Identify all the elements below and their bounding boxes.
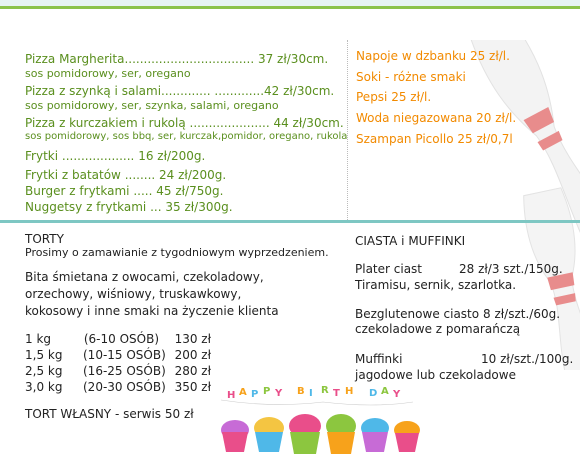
birthday-letter: A bbox=[239, 387, 247, 398]
birthday-letter: P bbox=[251, 389, 259, 400]
ciasta-item-desc: czekoladowe z pomarańczą bbox=[355, 322, 521, 336]
birthday-letter: R bbox=[321, 385, 329, 396]
birthday-letter: P bbox=[263, 386, 271, 397]
torty-title: TORTY bbox=[25, 232, 64, 246]
birthday-letter: I bbox=[309, 388, 313, 399]
ciasta-item: Plater ciast 28 zł/3 szt./150g. bbox=[355, 262, 563, 276]
ciasta-item: Bezglutenowe ciasto 8 zł/szt./60g. bbox=[355, 307, 561, 321]
ciasta-item-desc: jagodowe lub czekoladowe bbox=[355, 368, 516, 382]
torty-note: Prosimy o zamawianie z tygodniowym wyprzedzeniem. bbox=[25, 246, 329, 259]
drink-item: Szampan Picollo 25 zł/0,7l bbox=[356, 132, 513, 146]
birthday-cupcakes-icon bbox=[213, 380, 433, 460]
ciasta-item-desc: Tiramisu, sernik, szarlotka. bbox=[355, 278, 517, 292]
drink-item: Pepsi 25 zł/l. bbox=[356, 90, 432, 104]
drink-item: Soki - różne smaki bbox=[356, 70, 466, 84]
birthday-letter: Y bbox=[393, 389, 401, 400]
menu-item: Frytki z batatów ........ 24 zł/200g. bbox=[25, 168, 227, 182]
torty-size-row: 3,0 kg (20-30 OSÓB) 350 zł bbox=[25, 380, 211, 394]
menu-item: Frytki ................... 16 zł/200g. bbox=[25, 149, 206, 163]
birthday-letter: B bbox=[297, 386, 305, 397]
torty-own: TORT WŁASNY - serwis 50 zł bbox=[25, 407, 194, 421]
torty-desc-line: Bita śmietana z owocami, czekoladowy, bbox=[25, 270, 264, 284]
birthday-letter: Y bbox=[275, 388, 283, 399]
column-divider bbox=[347, 40, 348, 220]
birthday-letter: H bbox=[345, 386, 354, 397]
torty-size-row: 2,5 kg (16-25 OSÓB) 280 zł bbox=[25, 364, 211, 378]
ciasta-item: Muffinki 10 zł/szt./100g. bbox=[355, 352, 574, 366]
menu-item-desc: sos pomidorowy, ser, szynka, salami, oregano bbox=[25, 99, 279, 112]
birthday-letter: D bbox=[369, 388, 378, 399]
birthday-letter: H bbox=[227, 390, 236, 401]
section-divider bbox=[0, 220, 580, 223]
menu-item-desc: sos pomidorowy, ser, oregano bbox=[25, 67, 191, 80]
torty-desc-line: orzechowy, wiśniowy, truskawkowy, bbox=[25, 287, 242, 301]
top-border-green bbox=[0, 6, 580, 9]
menu-item-desc: sos pomidorowy, sos bbq, ser, kurczak,pomidor, oregano, rukola bbox=[25, 131, 348, 142]
menu-item: Pizza z kurczakiem i rukolą ..................... 44 zł/30cm. bbox=[25, 116, 344, 130]
menu-item: Pizza z szynką i salami............. .............42 zł/30cm. bbox=[25, 84, 335, 98]
drink-item: Napoje w dzbanku 25 zł/l. bbox=[356, 49, 510, 63]
birthday-letter: A bbox=[381, 386, 389, 397]
top-border bbox=[0, 0, 580, 14]
menu-item: Burger z frytkami ..... 45 zł/750g. bbox=[25, 184, 224, 198]
drink-item: Woda niegazowana 20 zł/l. bbox=[356, 111, 517, 125]
ciasta-title: CIASTA i MUFFINKI bbox=[355, 234, 466, 248]
torty-size-row: 1,5 kg (10-15 OSÓB) 200 zł bbox=[25, 348, 211, 362]
birthday-letter: T bbox=[333, 388, 340, 399]
torty-desc-line: kokosowy i inne smaki na życzenie klienta bbox=[25, 304, 279, 318]
torty-size-row: 1 kg (6-10 OSÓB) 130 zł bbox=[25, 332, 211, 346]
menu-item: Nuggetsy z frytkami ... 35 zł/300g. bbox=[25, 200, 233, 214]
menu-item: Pizza Margherita.................................. 37 zł/30cm. bbox=[25, 52, 329, 66]
